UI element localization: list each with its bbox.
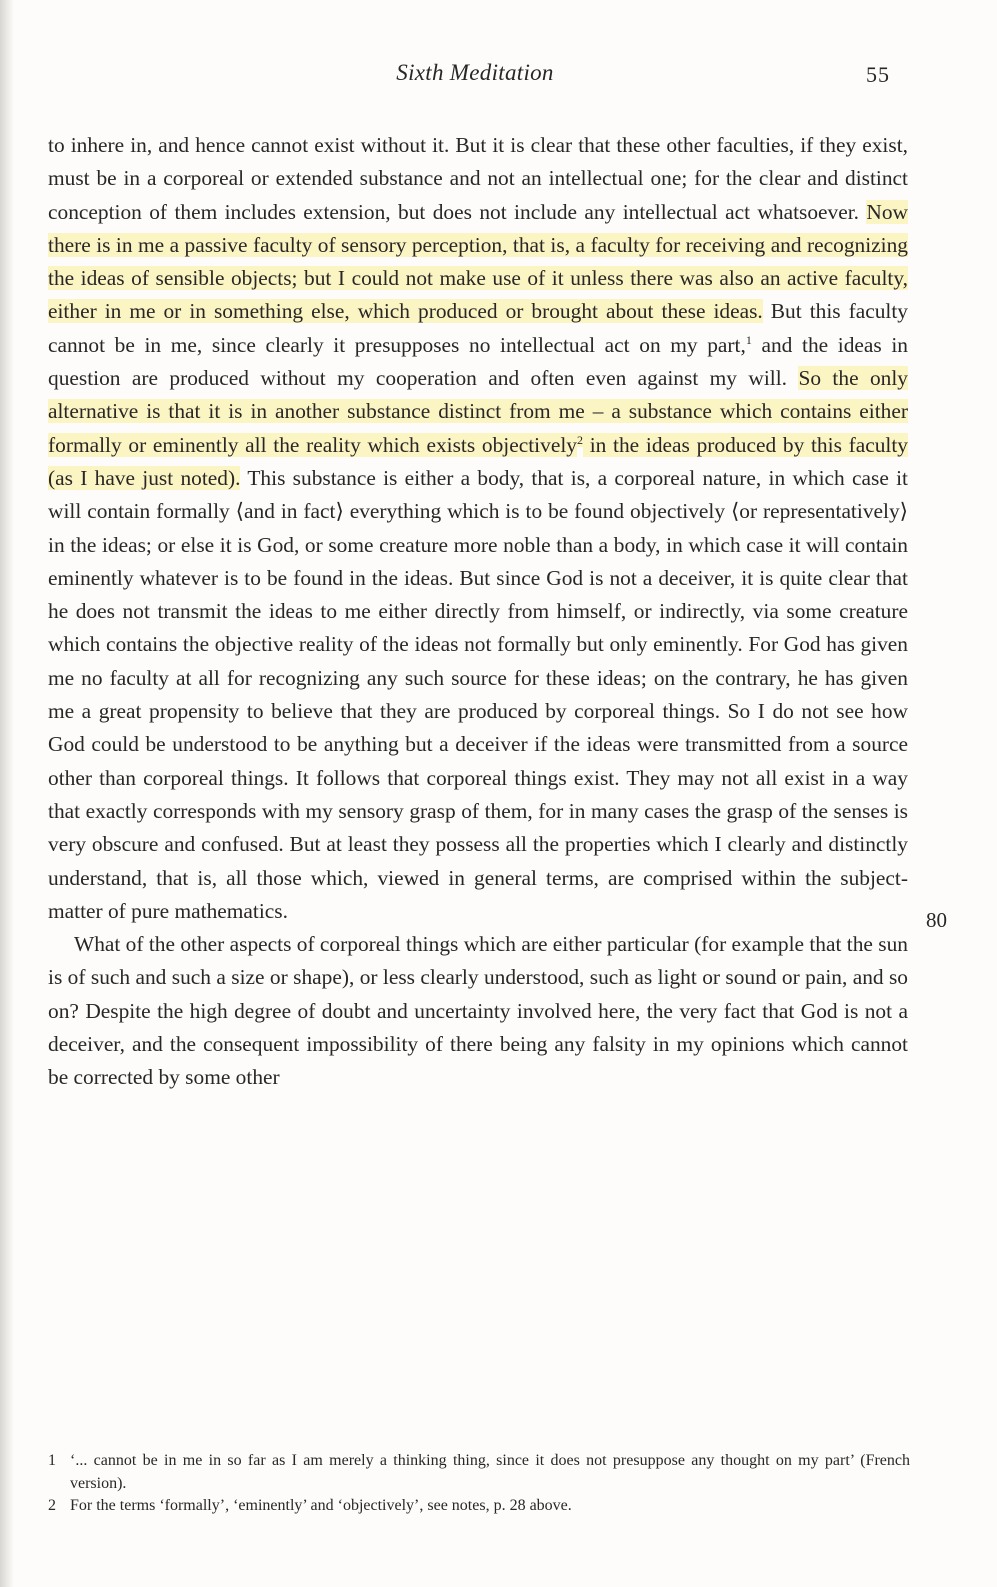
footnote-reference: 2	[576, 432, 583, 447]
footnote-number: 2	[48, 1497, 56, 1514]
footnote	[48, 1495, 910, 1518]
text-run: What of the other aspects of corporeal things which are either particular (for example that the sun is of such and such a size or shape), or less clearly understood, such as light or sound or pain, and so on? Despite the high degree of doubt and uncertainty involved here, the very fact that God is not a deceiver, and the consequent impossibility of there being any falsity in my opinions which cannot be corrected by some other	[48, 932, 908, 1090]
page-gutter-shadow	[0, 0, 14, 1587]
body-text	[48, 129, 908, 1095]
footnote-number: 1	[48, 1452, 56, 1469]
highlighted-text: in the ideas produced by this faculty (as I have just noted).	[48, 432, 909, 490]
text-run: This substance is either a body, that is, a corporeal nature, in which case it will contain formally ⟨and in fact⟩ everything which is to be found objectively ⟨or representatively⟩ in the ideas; or else it is God, or some creature more noble than a body, in which case it will contain eminently whatever is to be found in the ideas. But since God is not a deceiver, it is quite clear that he does not transmit the ideas to me either directly from himself, or indirectly, via some creature which contains the objective reality of the ideas not formally but only eminently. For God has given me no faculty at all for recognizing any such source for these ideas; on the contrary, he has given me a great propensity to believe that they are produced by corporeal things. So I do not see how God could be understood to be anything but a deceiver if the ideas were transmitted from a source other than corporeal things. It follows that corporeal things exist. They may not all exist in a way that exactly corresponds with my sensory grasp of them, for in many cases the grasp of the senses is very obscure and confused. But at least they possess all the properties which I clearly and distinctly understand, that is, all those which, viewed in general terms, are comprised within the subject-matter of pure mathematics.	[48, 465, 908, 923]
running-head	[0, 58, 997, 92]
text-run: and the ideas in question are produced without my cooperation and often even against my will.	[48, 332, 909, 391]
paragraph	[48, 928, 908, 1094]
highlighted-text: Now there is in me a passive faculty of sensory perception, that is, a faculty for receiving and recognizing the ideas of sensible objects; but I could not make use of it unless there was also an active faculty, either in me or in something else, which produced or brought about these ideas.	[48, 199, 908, 324]
margin-reference-number: 80	[926, 908, 947, 932]
footnote-reference: 1	[745, 332, 752, 347]
footnote-text: ‘... cannot be in me in so far as I am merely a thinking thing, since it does not presuppose any thought on my part’ (French version).	[70, 1452, 910, 1492]
footnote-text: For the terms ‘formally’, ‘eminently’ and ‘objectively’, see notes, p. 28 above.	[70, 1497, 572, 1514]
text-run: But this faculty cannot be in me, since clearly it presupposes no intellectual act on my part,	[48, 299, 908, 357]
paragraph	[48, 129, 908, 928]
running-head-title: Sixth Meditation	[396, 60, 554, 85]
text-run: to inhere in, and hence cannot exist without it. But it is clear that these other faculties, if they exist, must be in a corporeal or extended substance and not an intellectual one; for the clear and distinct conception of them includes extension, but does not include any intellectual act whatsoever.	[48, 133, 908, 224]
highlighted-text: So the only alternative is that it is in another substance distinct from me – a substance which contains either formally or eminently all the reality which exists objectively	[48, 366, 908, 457]
footnotes	[48, 1450, 910, 1518]
footnote	[48, 1450, 910, 1495]
page-number: 55	[866, 62, 890, 87]
